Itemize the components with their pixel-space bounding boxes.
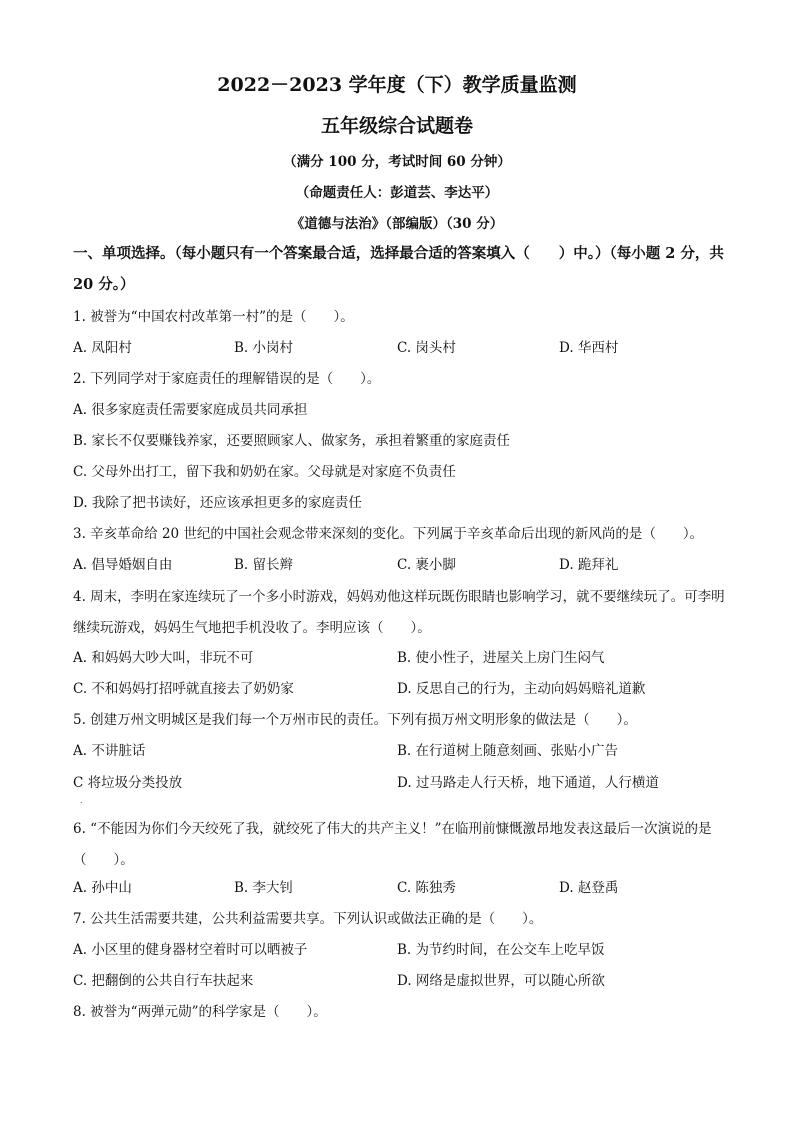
question-3-option-b: B. 留长辫 [234,557,294,573]
question-1-option-c: C. 岗头村 [397,340,456,356]
question-1-stem: 1. 被誉为“中国农村改革第一村”的是（ ）。 [73,309,354,325]
question-7-option-d: D. 网络是虚拟世界，可以随心所欲 [397,973,605,989]
question-2-option-c: C. 父母外出打工，留下我和奶奶在家。父母就是对家庭不负责任 [73,464,456,480]
question-2-option-a: A. 很多家庭责任需要家庭成员共同承担 [73,402,308,418]
question-1-option-b: B. 小岗村 [234,340,294,356]
question-6-option-d: D. 赵登禹 [559,880,619,896]
question-2-stem: 2. 下列同学对于家庭责任的理解错误的是（ ）。 [73,371,381,387]
question-3-option-a: A. 倡导婚姻自由 [73,557,173,573]
question-2-option-b: B. 家长不仅要赚钱养家，还要照顾家人、做家务，承担着繁重的家庭责任 [73,433,511,449]
question-4-option-d: D. 反思自己的行为，主动向妈妈赔礼道歉 [397,681,646,697]
question-1-option-d: D. 华西村 [559,340,619,356]
question-5-option-b: B. 在行道树上随意刻画、张贴小广告 [397,743,619,759]
subject-heading: 《道德与法治》（部编版）（30 分） [290,216,504,232]
question-3-stem: 3. 辛亥革命给 20 世纪的中国社会观念带来深刻的变化。下列属于辛亥革命后出现的新风尚的是（ ）。 [73,526,704,542]
question-2-option-d: D. 我除了把书读好，还应该承担更多的家庭责任 [73,495,362,511]
question-6-option-c: C. 陈独秀 [397,880,456,896]
authors-note: （命题责任人：彭道芸、李达平） [295,185,499,201]
question-6-option-a: A. 孙中山 [73,880,132,896]
question-7-stem: 7. 公共生活需要共建，公共利益需要共享。下列认识或做法正确的是（ ）。 [73,911,543,927]
question-3-option-c: C. 裹小脚 [397,557,456,573]
question-3-option-d: D. 跪拜礼 [559,557,619,573]
question-7-option-a: A. 小区里的健身器材空着时可以晒被子 [73,942,308,958]
question-5-stem: 5. 创建万州文明城区是我们每一个万州市民的责任。下列有损万州文明形象的做法是（ ）。 [73,712,637,728]
question-4-option-a: A. 和妈妈大吵大叫，非玩不可 [73,650,254,666]
question-4-option-b: B. 使小性子，进屋关上房门生闷气 [397,650,605,666]
question-5-option-a: A. 不讲脏话 [73,743,146,759]
question-1-option-a: A. 凤阳村 [73,340,132,356]
question-5-option-c: C 将垃圾分类投放 [73,775,183,791]
question-8-stem: 8. 被誉为“两弹元勋”的科学家是（ ）。 [73,1004,327,1020]
question-5-option-d: D. 过马路走人行天桥，地下通道，人行横道 [397,775,659,791]
section-1-title: 一、单项选择。（每小题只有一个答案最合适，选择最合适的答案填入（ ）中。）（每小题 2 分，共 20 分。） [73,245,724,293]
question-4-option-c: C. 不和妈妈打招呼就直接去了奶奶家 [73,681,294,697]
score-time-note: （满分 100 分，考试时间 60 分钟） [283,154,511,170]
question-7-option-c: C. 把翻倒的公共自行车扶起来 [73,973,254,989]
question-6-stem: 6. “不能因为你们今天绞死了我，就绞死了伟大的共产主义！”在临刑前慷慨激昂地发表这最后一次演说的是（ ）。 [73,821,712,868]
exam-title: 2022－2023 学年度（下）教学质量监测 [217,74,577,96]
question-6-option-b: B. 李大钊 [234,880,294,896]
question-7-option-b: B. 为节约时间，在公交车上吃早饭 [397,942,605,958]
exam-subtitle: 五年级综合试题卷 [320,115,473,137]
stray-mark: . [80,796,83,805]
question-4-stem: 4. 周末，李明在家连续玩了一个多小时游戏，妈妈劝他这样玩既伤眼睛也影响学习，就不要继续玩了。可李明继续玩游戏，妈妈生气地把手机没收了。李明应该（ ）。 [73,589,725,636]
